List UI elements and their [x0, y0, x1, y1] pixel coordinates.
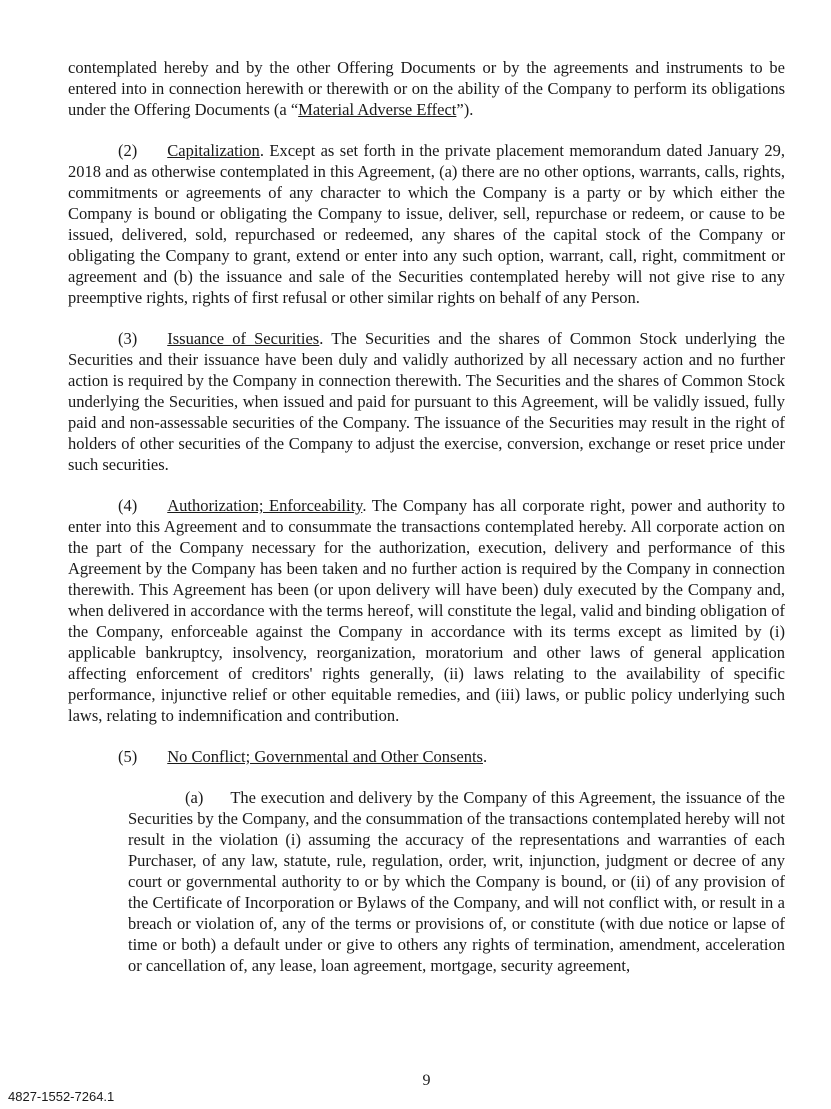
section-no-conflict — [68, 746, 785, 767]
section-authorization-enforceability — [68, 495, 785, 726]
section-heading: Issuance of Securities — [167, 329, 320, 348]
defined-term-material-adverse-effect: Material Adverse Effect — [298, 100, 457, 119]
page-body-text — [68, 57, 785, 996]
subsection-number: (a) — [185, 788, 204, 807]
paragraph-text: contemplated hereby and by the other Offering Documents or by the agreements and instruments to be entered into in connection herewith or therewith or on the ability of the Company to perform its obligations under the Offering Documents (a “ — [68, 58, 785, 119]
section-body: . The Company has all corporate right, power and authority to enter into this Agreement and to consummate the transactions contemplated hereby. All corporate action on the part of the Company necessary for the authorization, execution, delivery and performance of this Agreement by the Company has been taken and no further action is required by the Company in connection therewith. This Agreement has been (or upon delivery will have been) duly executed by the Company and, when delivered in accordance with the terms hereof, will constitute the legal, valid and binding obligation of the Company, enforceable against the Company in accordance with its terms except as limited by (i) applicable bankruptcy, insolvency, reorganization, moratorium and other laws of general application affecting enforcement of creditors' rights generally, (ii) laws relating to the availability of specific performance, injunctive relief or other equitable remedies, and (iii) laws, or public policy underlying such laws, relating to indemnification and contribution. — [68, 496, 785, 725]
section-capitalization — [68, 140, 785, 308]
section-heading: Capitalization — [167, 141, 260, 160]
section-heading: Authorization; Enforceability — [167, 496, 363, 515]
section-issuance-of-securities — [68, 328, 785, 475]
section-number: (5) — [118, 747, 138, 766]
paragraph-continuation — [68, 57, 785, 120]
subsection-a — [128, 787, 785, 976]
section-body: . The Securities and the shares of Common Stock underlying the Securities and their issuance have been duly and validly authorized by all necessary action and no further action is required by the Company in connection therewith. The Securities and the shares of Common Stock underlying the Securities, when issued and paid for pursuant to this Agreement, will be validly issued, fully paid and non-assessable securities of the Company. The issuance of the Securities may result in the right of holders of other securities of the Company to adjust the exercise, conversion, exchange or reset price under such securities. — [68, 329, 785, 474]
section-body: . Except as set forth in the private placement memorandum dated January 29, 2018 and as otherwise contemplated in this Agreement, (a) there are no other options, warrants, calls, rights, commitments or agreements of any character to which the Company is a party or by which either the Company is bound or obligating the Company to issue, deliver, sell, repurchase or redeem, or cause to be issued, delivered, sold, repurchased or redeemed, any shares of the capital stock of the Company or obligating the Company to grant, extend or enter into any such option, warrant, call, right, commitment or agreement and (b) the issuance and sale of the Securities contemplated hereby will not give rise to any preemptive rights, rights of first refusal or other similar rights on behalf of any Person. — [68, 141, 785, 307]
paragraph-text: ”). — [456, 100, 474, 119]
section-number: (3) — [118, 329, 138, 348]
section-heading: No Conflict; Governmental and Other Consents — [167, 747, 483, 766]
section-body: . — [482, 747, 488, 766]
page-number: 9 — [422, 1072, 431, 1089]
section-number: (2) — [118, 141, 138, 160]
section-number: (4) — [118, 496, 138, 515]
document-control-id: 4827-1552-7264.1 — [8, 1089, 115, 1104]
subsection-body: The execution and delivery by the Company of this Agreement, the issuance of the Securities by the Company, and the consummation of the transactions contemplated hereby will not result in the violation (i) assuming the accuracy of the representations and warranties of each Purchaser, of any law, statute, rule, regulation, order, writ, injunction, judgment or decree of any court or governmental authority to or by which the Company is bound, or (ii) of any provision of the Certificate of Incorporation or Bylaws of the Company, and will not conflict with, or result in a breach or violation of, any of the terms or provisions of, or constitute (with due notice or lapse of time or both) a default under or give to others any rights of termination, amendment, acceleration or cancellation of, any lease, loan agreement, mortgage, security agreement, — [128, 788, 785, 975]
